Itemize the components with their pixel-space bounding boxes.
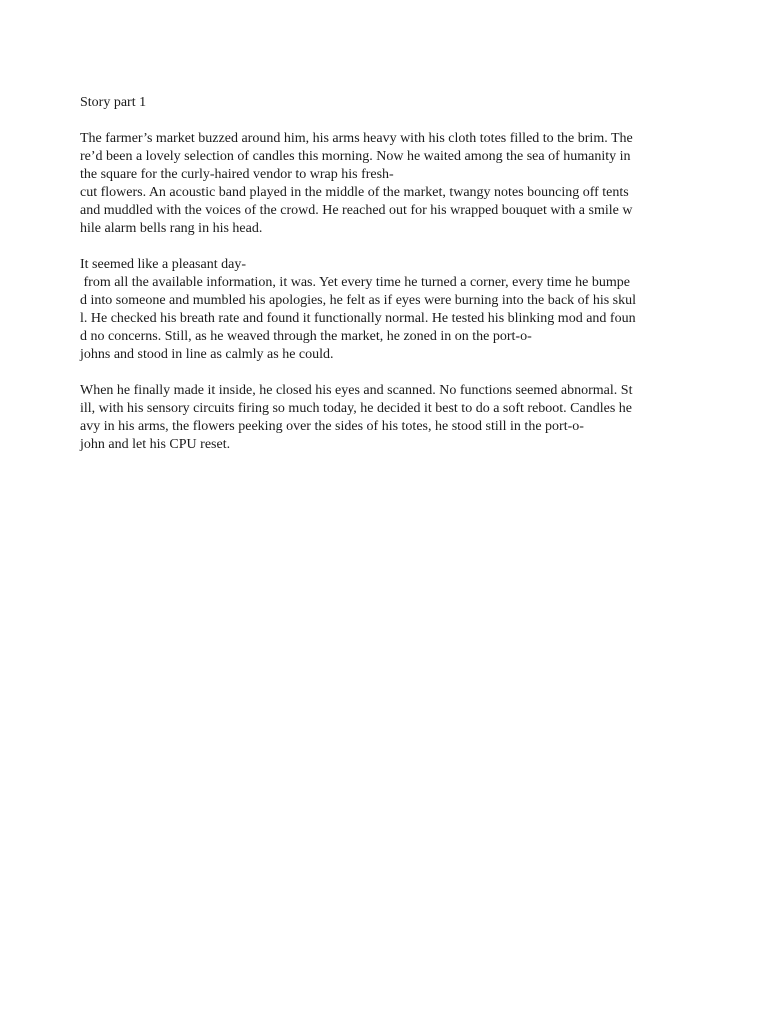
paragraph-2-line-3: d into someone and mumbled his apologies, he felt as if eyes were burning into the back of his skul — [80, 293, 636, 308]
paragraph-2-line-6: johns and stood in line as calmly as he could. — [80, 347, 334, 362]
paragraph-2-line-5: d no concerns. Still, as he weaved through the market, he zoned in on the port-o- — [80, 329, 532, 344]
paragraph-3-line-1: When he finally made it inside, he closed his eyes and scanned. No functions seemed abnormal. St — [80, 383, 633, 398]
paragraph-1-line-6: hile alarm bells rang in his head. — [80, 221, 263, 236]
paragraph-1-line-3: the square for the curly-haired vendor to wrap his fresh- — [80, 167, 394, 182]
paragraph-2-line-4: l. He checked his breath rate and found it functionally normal. He tested his blinking mod and foun — [80, 311, 636, 326]
paragraph-2-line-2: from all the available information, it was. Yet every time he turned a corner, every time he bumpe — [80, 275, 630, 290]
document-title: Story part 1 — [80, 95, 147, 110]
paragraph-1-line-4: cut flowers. An acoustic band played in the middle of the market, twangy notes bouncing off tents — [80, 185, 629, 200]
paragraph-1-line-5: and muddled with the voices of the crowd. He reached out for his wrapped bouquet with a smile w — [80, 203, 633, 218]
paragraph-1-line-2: re’d been a lovely selection of candles this morning. Now he waited among the sea of humanity in — [80, 149, 631, 164]
paragraph-3-line-3: avy in his arms, the flowers peeking over the sides of his totes, he stood still in the port-o- — [80, 419, 584, 434]
paragraph-3-line-4: john and let his CPU reset. — [80, 437, 231, 452]
paragraph-1-line-1: The farmer’s market buzzed around him, his arms heavy with his cloth totes filled to the brim. The — [80, 131, 633, 146]
paragraph-2-line-1: It seemed like a pleasant day- — [80, 257, 246, 272]
paragraph-3-line-2: ill, with his sensory circuits firing so much today, he decided it best to do a soft reboot. Candles he — [80, 401, 632, 416]
